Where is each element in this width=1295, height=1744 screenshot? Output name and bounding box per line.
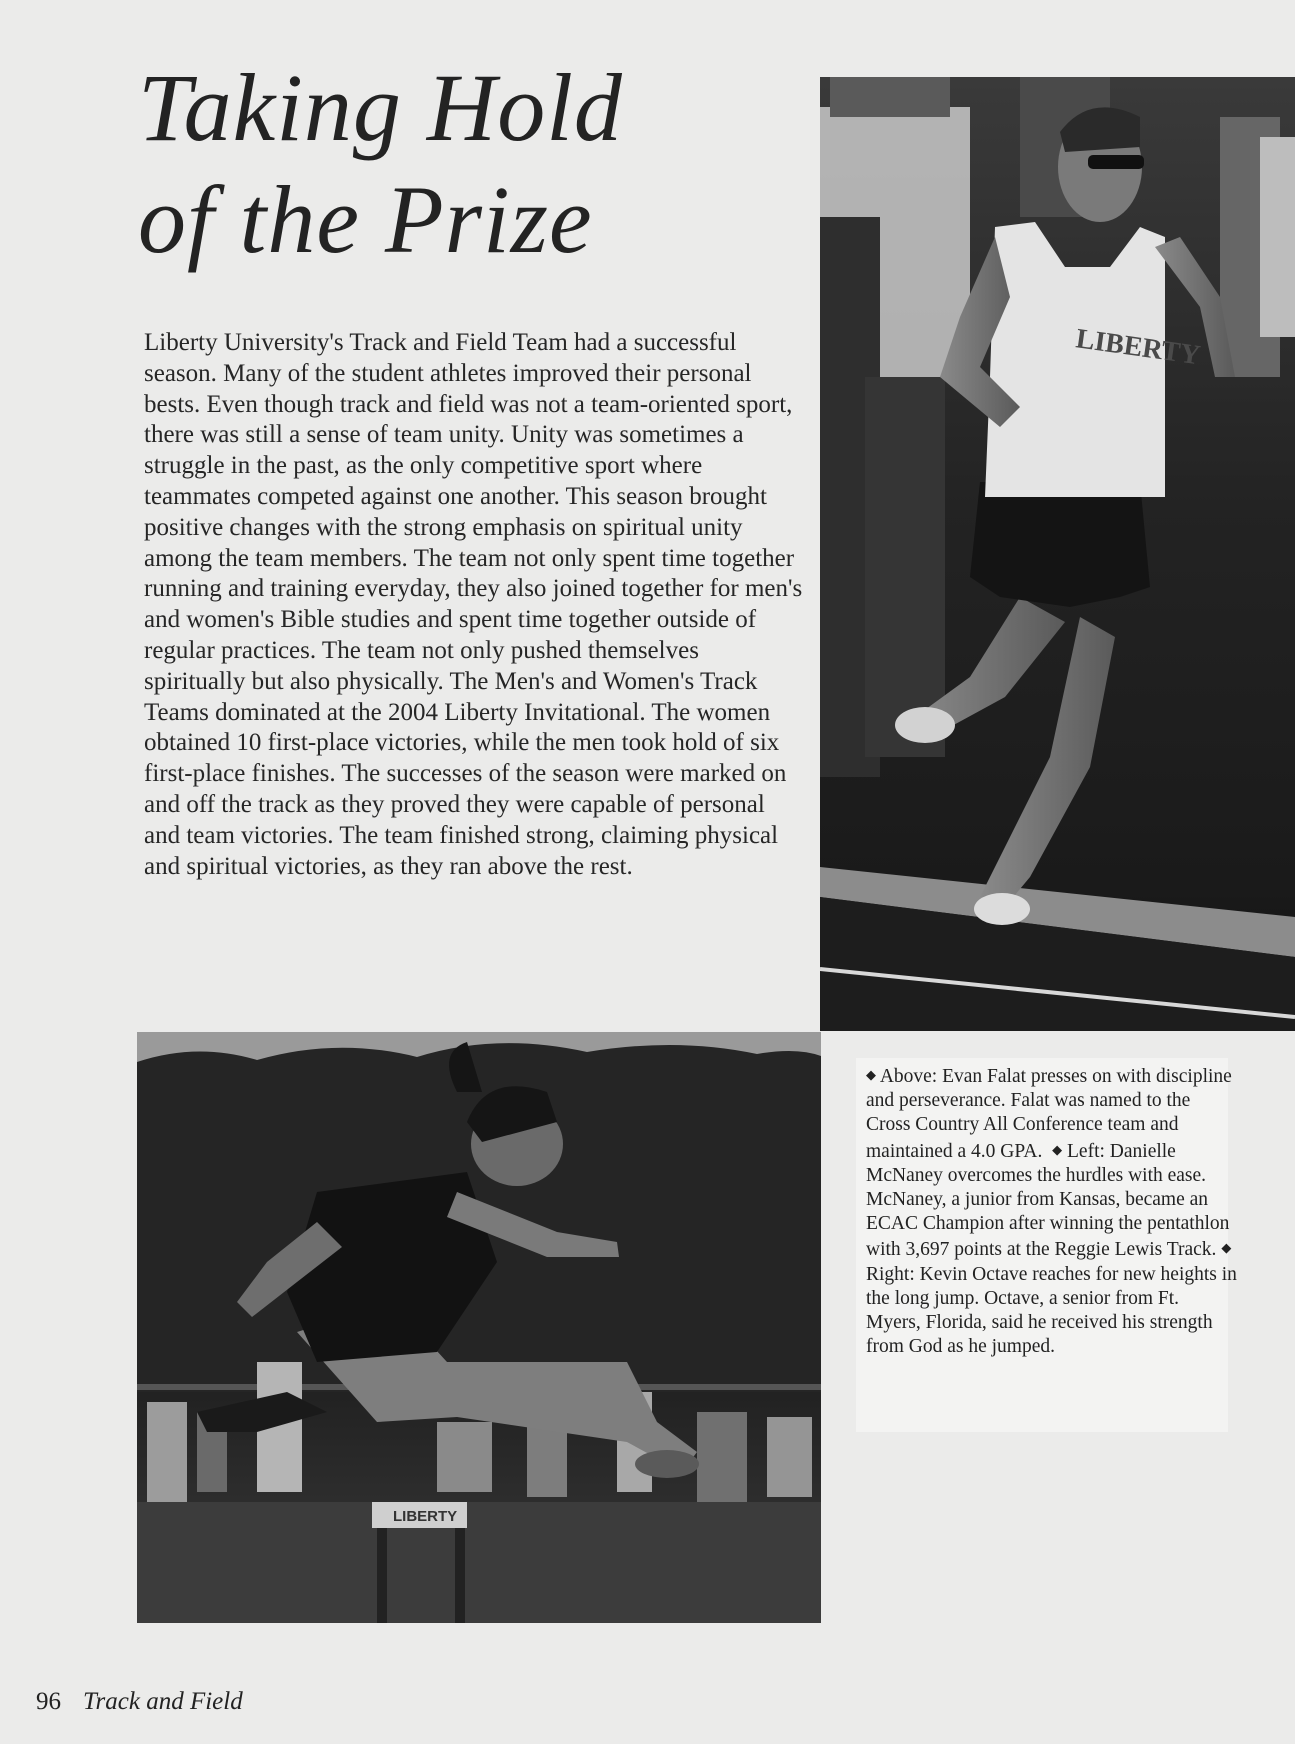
- title-line-2: of the Prize: [138, 166, 593, 273]
- bullet-icon: ◆: [1052, 1141, 1063, 1157]
- bullet-icon: ◆: [866, 1067, 876, 1082]
- caption-right: Right: Kevin Octave reaches for new heights in the long jump. Octave, a senior from Ft. Myers, Florida, said he received his strength from God as he jumped.: [866, 1263, 1237, 1358]
- runner-photo: [820, 77, 1295, 1031]
- page-number: 96: [36, 1688, 61, 1715]
- photo-caption: [866, 1063, 1238, 1359]
- hurdle-text: LIBERTY: [393, 1508, 458, 1525]
- hurdler-photo: [137, 1032, 821, 1623]
- caption-above: Above: Evan Falat presses on with discipline and perseverance. Falat was named to the Cross Country All Conference team and maintained a 4.0 GPA.: [866, 1066, 1232, 1162]
- page-title: [138, 52, 698, 276]
- jersey-text: LIBERTY: [1074, 323, 1203, 372]
- title-line-1: Taking Hold: [138, 54, 623, 161]
- page-footer: [36, 1688, 243, 1716]
- caption-left: Left: Danielle McNaney overcomes the hurdles with ease. McNaney, a junior from Kansas, became an ECAC Champion after winning the pentathlon with 3,697 points at the Reggie Lewis Track.: [866, 1140, 1230, 1261]
- section-name: Track and Field: [83, 1688, 243, 1715]
- bullet-icon: ◆: [1221, 1240, 1232, 1256]
- article-body: Liberty University's Track and Field Team had a successful season. Many of the student athletes improved their personal bests. Even though track and field was not a team-oriented sport, there was still a sense of team unity. Unity was sometimes a struggle in the past, as the only competitive sport where teammates competed against one another. This season brought positive changes with the strong emphasis on spiritual unity among the team members. The team not only spent time together running and training everyday, they also joined together for men's and women's Bible studies and spent time together outside of regular practices. The team not only pushed themselves spiritually but also physically. The Men's and Women's Track Teams dominated at the 2004 Liberty Invitational. The women obtained 10 first-place victories, while the men took hold of six first-place finishes. The successes of the season were marked on and off the track as they proved they were capable of personal and team victories. The team finished strong, claiming physical and spiritual victories, as they ran above the rest.: [144, 329, 803, 880]
